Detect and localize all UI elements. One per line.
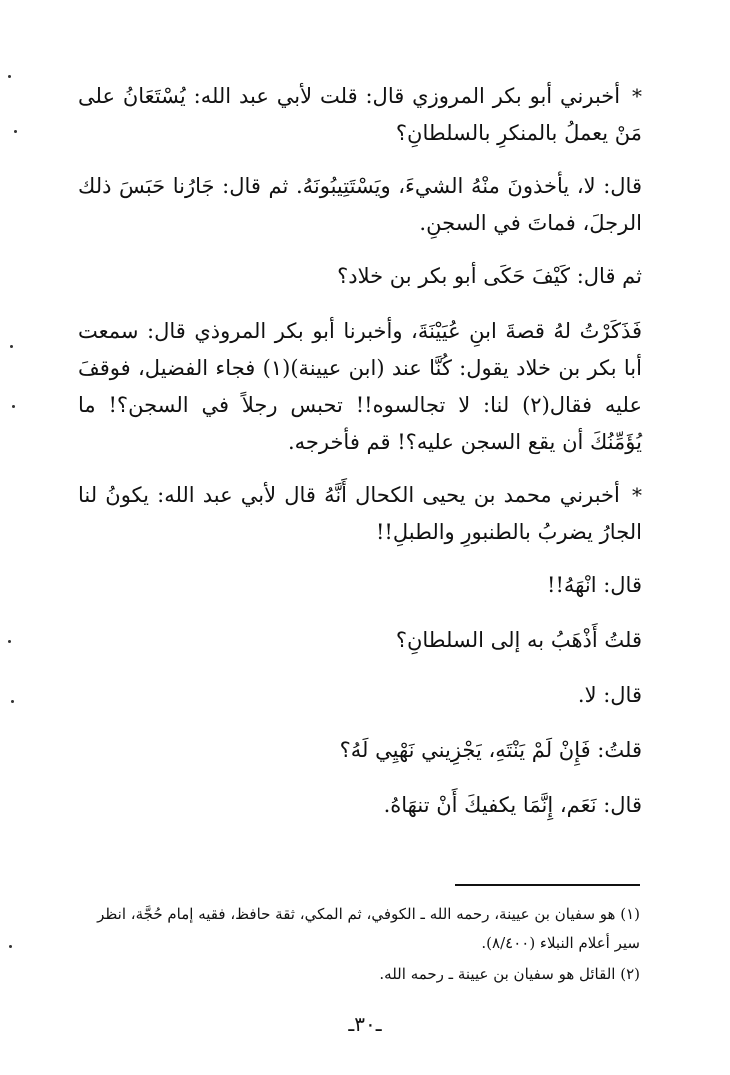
paragraph-text: قال: لا. bbox=[577, 683, 642, 707]
scan-speck bbox=[11, 700, 14, 703]
paragraph-text: أخبرني محمد بن يحيى الكحال أَنَّهُ قال لأبي عبد الله: يكونُ لنا الجارُ يضربُ بالطنبورِ والطبلِ!! bbox=[78, 483, 642, 544]
paragraph-text: قلتُ أَذْهَبُ به إلى السلطانِ؟ bbox=[395, 628, 642, 652]
paragraph-text: قلتُ: فَإِنْ لَمْ يَنْتَهِ، يَجْزِيني نَهْيِي لَهُ؟ bbox=[339, 738, 642, 762]
paragraph-text: قال: نَعَم، إِنَّمَا يكفيكَ أَنْ تنهَاهُ. bbox=[383, 793, 642, 817]
scan-speck bbox=[14, 130, 17, 133]
scan-speck bbox=[12, 405, 15, 408]
page-number: ـ٣٠ـ bbox=[348, 1012, 382, 1036]
paragraph-text: قال: لا، يأخذونَ منْهُ الشيءَ، ويَسْتَتِيبُونَهُ. ثم قال: جَارُنا حَبَسَ ذلك الرجلَ، فماتَ في السجنِ. bbox=[78, 174, 642, 235]
footnote-2: (٢) القائل هو سفيان بن عيينة ـ رحمه الله. bbox=[379, 965, 640, 983]
paragraph-3 bbox=[78, 258, 642, 295]
scan-speck bbox=[10, 345, 13, 348]
paragraph-4 bbox=[78, 313, 642, 461]
paragraph-text: قال: انْهَهُ!! bbox=[547, 573, 642, 597]
paragraph-8 bbox=[78, 677, 642, 714]
paragraph-5 bbox=[78, 477, 642, 551]
star-marker: * bbox=[632, 84, 642, 108]
star-marker: * bbox=[632, 483, 642, 507]
footnotes bbox=[70, 900, 640, 991]
paragraph-7 bbox=[78, 622, 642, 659]
paragraph-text: ثم قال: كَيْفَ حَكَى أبو بكر بن خلاد؟ bbox=[337, 264, 642, 288]
paragraph-text: أخبرني أبو بكر المروزي قال: قلت لأبي عبد الله: يُسْتَعَانُ على مَنْ يعملُ بالمنكرِ بالسلطانِ؟ bbox=[78, 84, 642, 145]
paragraph-text: فَذَكَرْتُ لهُ قصةَ ابنِ عُيَيْنَةَ، وأخبرنا أبو بكر المروذي قال: سمعت أبا بكر بن خلاد يقول: كُنَّا عند (ابن عيينة)(١) فجاء الفضيل، فوقفَ عليه فقال(٢) لنا: لا تجالسوه!! تحبس رجلاً في السجن؟! ما يُؤَمِّنُكَ أن يقع السجن عليه؟! قم فأخرجه. bbox=[78, 319, 643, 454]
footnote-1: (١) هو سفيان بن عيينة، رحمه الله ـ الكوفي، ثم المكي، ثقة حافظ، فقيه إمام حُجَّة، انظر سير أعلام النبلاء (٨/٤٠٠). bbox=[97, 905, 640, 952]
paragraph-6 bbox=[78, 567, 642, 604]
scan-speck bbox=[8, 640, 11, 643]
paragraph-2 bbox=[78, 168, 642, 242]
scan-speck bbox=[9, 945, 12, 948]
paragraph-10 bbox=[78, 787, 642, 824]
paragraph-1 bbox=[78, 78, 642, 152]
footnote-separator bbox=[455, 884, 640, 886]
scan-speck bbox=[8, 75, 11, 78]
paragraph-9 bbox=[78, 732, 642, 769]
main-text bbox=[78, 78, 642, 842]
